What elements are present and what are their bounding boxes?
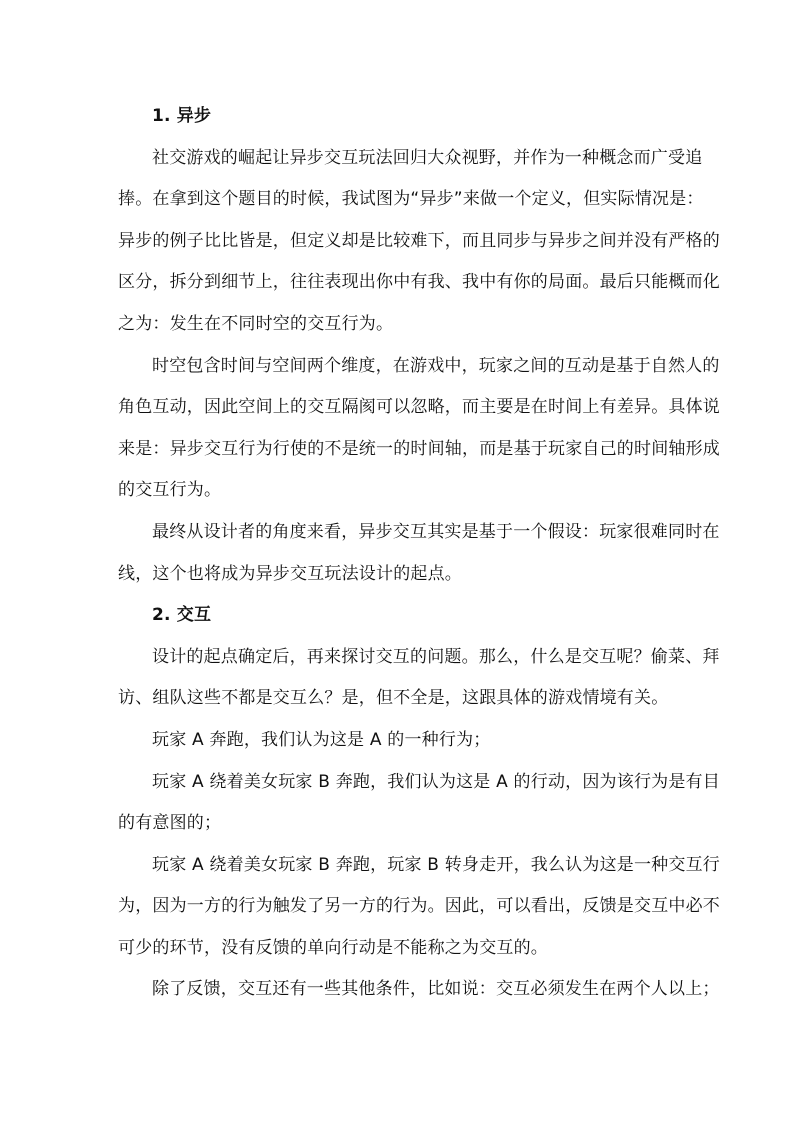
paragraph xyxy=(118,138,720,346)
paragraph xyxy=(118,512,720,595)
text-line: 之为：发生在不同时空的交互行为。 xyxy=(118,313,394,334)
document-page xyxy=(118,96,720,1011)
text-line: 最终从设计者的角度来看，异步交互其实是基于一个假设：玩家很难同时在 xyxy=(152,521,720,542)
section-heading: 2. 交互 xyxy=(152,605,212,626)
text-line: 玩家 A 绕着美女玩家 B 奔跑，玩家 B 转身走开，我么认为这是一种交互行 xyxy=(152,854,720,875)
text-line: 的交互行为。 xyxy=(118,480,222,501)
paragraph xyxy=(118,346,720,512)
paragraph xyxy=(118,845,720,970)
text-line: 的有意图的； xyxy=(118,813,222,834)
text-line: 访、组队这些不都是交互么？是，但不全是，这跟具体的游戏情境有关。 xyxy=(118,688,669,709)
text-line: 来是：异步交互行为行使的不是统一的时间轴，而是基于玩家自己的时间轴形成 xyxy=(118,438,720,459)
text-line: 可少的环节，没有反馈的单向行动是不能称之为交互的。 xyxy=(118,937,548,958)
text-line: 异步的例子比比皆是，但定义却是比较难下，而且同步与异步之间并没有严格的 xyxy=(118,230,720,251)
paragraph xyxy=(118,969,720,1011)
text-line: 时空包含时间与空间两个维度，在游戏中，玩家之间的互动是基于自然人的 xyxy=(152,355,720,376)
text-line: 社交游戏的崛起让异步交互玩法回归大众视野，并作为一种概念而广受追 xyxy=(152,147,703,168)
text-line: 玩家 A 奔跑，我们认为这是 A 的一种行为； xyxy=(152,729,491,750)
paragraph xyxy=(118,637,720,720)
text-line: 线，这个也将成为异步交互玩法设计的起点。 xyxy=(118,563,462,584)
text-line: 除了反馈，交互还有一些其他条件，比如说：交互必须发生在两个人以上； xyxy=(152,979,720,1000)
text-line: 角色互动，因此空间上的交互隔阂可以忽略，而主要是在时间上有差异。具体说 xyxy=(118,397,720,418)
text-line: 区分，拆分到细节上，往往表现出你中有我、我中有你的局面。最后只能概而化 xyxy=(118,272,720,293)
paragraph xyxy=(118,762,720,845)
text-line: 捧。在拿到这个题目的时候，我试图为“异步”来做一个定义，但实际情况是： xyxy=(118,189,704,210)
text-line: 玩家 A 绕着美女玩家 B 奔跑，我们认为这是 A 的行动，因为该行为是有目 xyxy=(152,771,720,792)
text-line: 为，因为一方的行为触发了另一方的行为。因此，可以看出，反馈是交互中必不 xyxy=(118,896,720,917)
text-line: 设计的起点确定后，再来探讨交互的问题。那么，什么是交互呢？偷菜、拜 xyxy=(152,646,720,667)
paragraph xyxy=(118,720,678,762)
section-heading: 1. 异步 xyxy=(152,106,212,126)
